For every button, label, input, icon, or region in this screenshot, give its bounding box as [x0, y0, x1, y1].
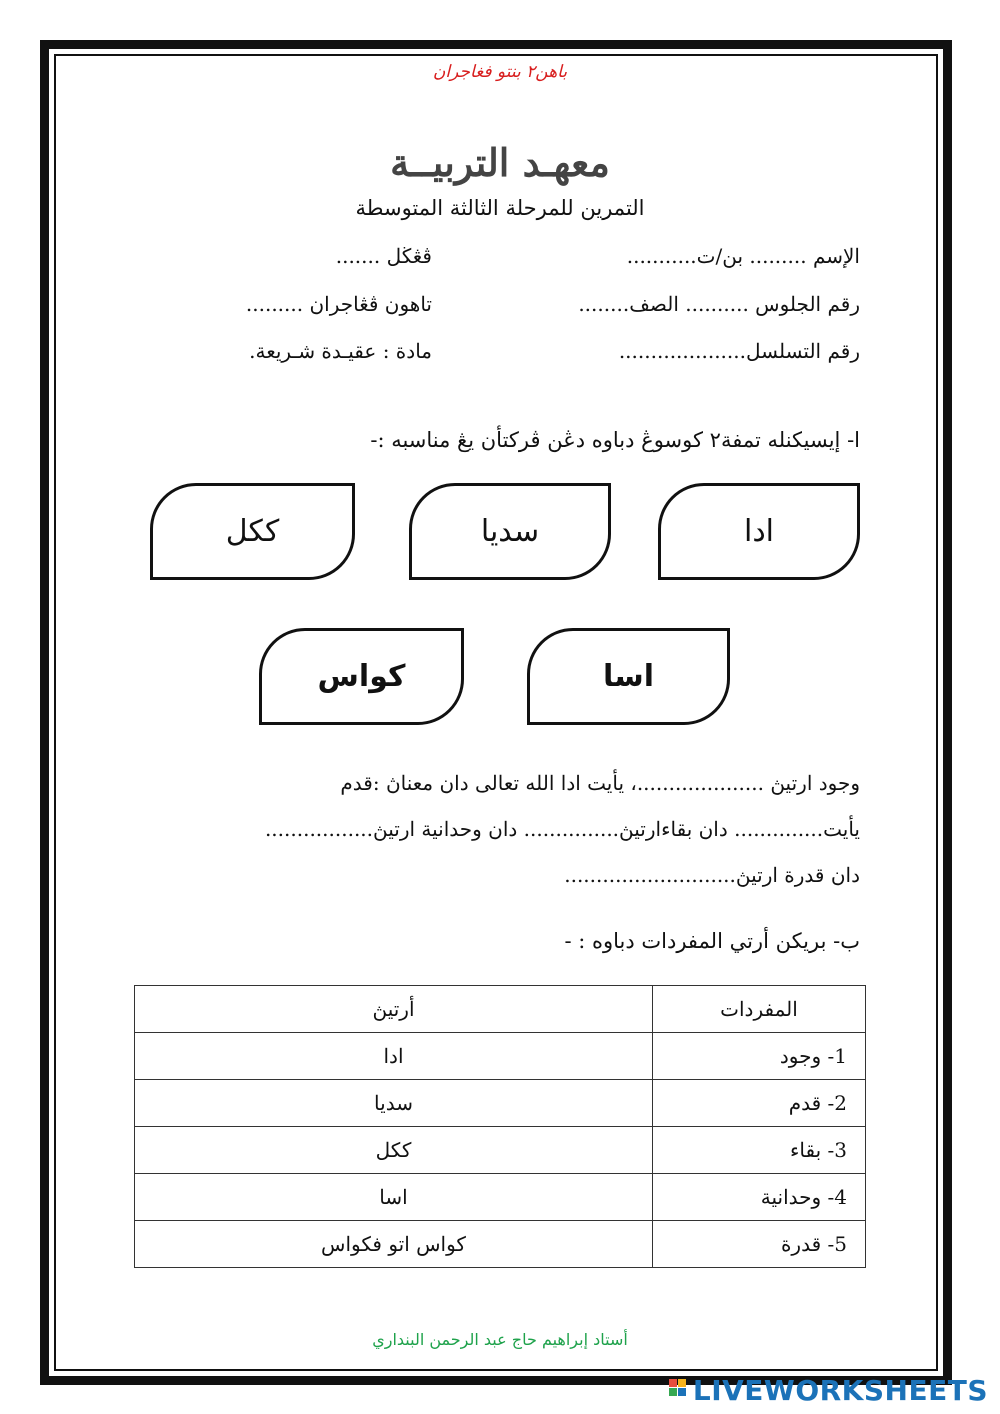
answer-card-label: ادا [743, 514, 775, 549]
section-a-instruction: ا- إيسيكنله تمفة٢ كوسوڠ دباوه دڠن ڤركتأن يڠ مناسبه :- [370, 428, 860, 452]
date-field[interactable]: ڤڠڬل ....... [335, 244, 432, 268]
meaning-column-header: أرتيڽ [135, 986, 653, 1033]
subject-label: مادة : عقيـدة شـريعة. [249, 339, 432, 363]
name-field[interactable]: الإسم ......... بن/ت........... [626, 244, 860, 268]
answer-card-label: سديا [480, 514, 540, 549]
answer-card-label: ككل [225, 514, 280, 549]
meaning-cell[interactable]: اسا [135, 1174, 653, 1221]
meaning-cell[interactable]: ككل [135, 1127, 653, 1174]
answer-card-label: اسا [602, 659, 655, 694]
answer-card-5[interactable] [259, 628, 464, 725]
page-subtitle: التمرين للمرحلة الثالثة المتوسطة [355, 196, 645, 220]
liveworksheets-logo-text: LIVEWORKSHEETS [692, 1374, 988, 1407]
word-cell: 3- بقاء [653, 1127, 866, 1174]
answer-card-3[interactable] [150, 483, 355, 580]
table-row [135, 1080, 866, 1127]
fill-line-3[interactable]: دان قدرة ارتيڽ........................... [564, 863, 860, 887]
vocab-table [134, 985, 866, 1268]
seat-class-field[interactable]: رقم الجلوس .......... الصف........ [578, 292, 860, 316]
fill-line-2[interactable]: يأيت.............. دان بقاءارتيڽ............... دان وحدانية ارتيڽ................. [264, 817, 860, 841]
table-row [135, 1174, 866, 1221]
fill-line-1[interactable]: وجود ارتيڽ ....................، يأيت ادا الله تعالى دان معناڽ :قدم [340, 771, 860, 795]
page-title: معهـد التربيــة [390, 140, 610, 185]
table-header-row [135, 986, 866, 1033]
teacher-credit: أستاد إبراهيم حاج عبد الرحمن البنداري [372, 1330, 628, 1349]
meaning-cell[interactable]: سديا [135, 1080, 653, 1127]
word-cell: 5- قدرة [653, 1221, 866, 1268]
word-column-header: المفردات [653, 986, 866, 1033]
liveworksheets-logo-icon [669, 1379, 687, 1403]
table-row [135, 1127, 866, 1174]
answer-card-4[interactable] [527, 628, 730, 725]
table-row [135, 1221, 866, 1268]
serial-field[interactable]: رقم التسلسل.................... [618, 339, 860, 363]
top-note: باهن٢ بنتو فغاجران [432, 62, 568, 82]
answer-card-1[interactable] [658, 483, 860, 580]
liveworksheets-logo[interactable] [669, 1374, 988, 1407]
word-cell: 2- قدم [653, 1080, 866, 1127]
answer-card-2[interactable] [409, 483, 611, 580]
meaning-cell[interactable]: ادا [135, 1033, 653, 1080]
meaning-cell[interactable]: كواس اتو فكواس [135, 1221, 653, 1268]
word-cell: 1- وجود [653, 1033, 866, 1080]
answer-card-label: كواس [317, 659, 406, 694]
table-row [135, 1033, 866, 1080]
word-cell: 4- وحدانية [653, 1174, 866, 1221]
section-b-instruction: ب- بريكن أرتي المفردات دباوه : - [564, 929, 860, 953]
year-field[interactable]: تاهون ڤڠاجران ......... [245, 292, 432, 316]
